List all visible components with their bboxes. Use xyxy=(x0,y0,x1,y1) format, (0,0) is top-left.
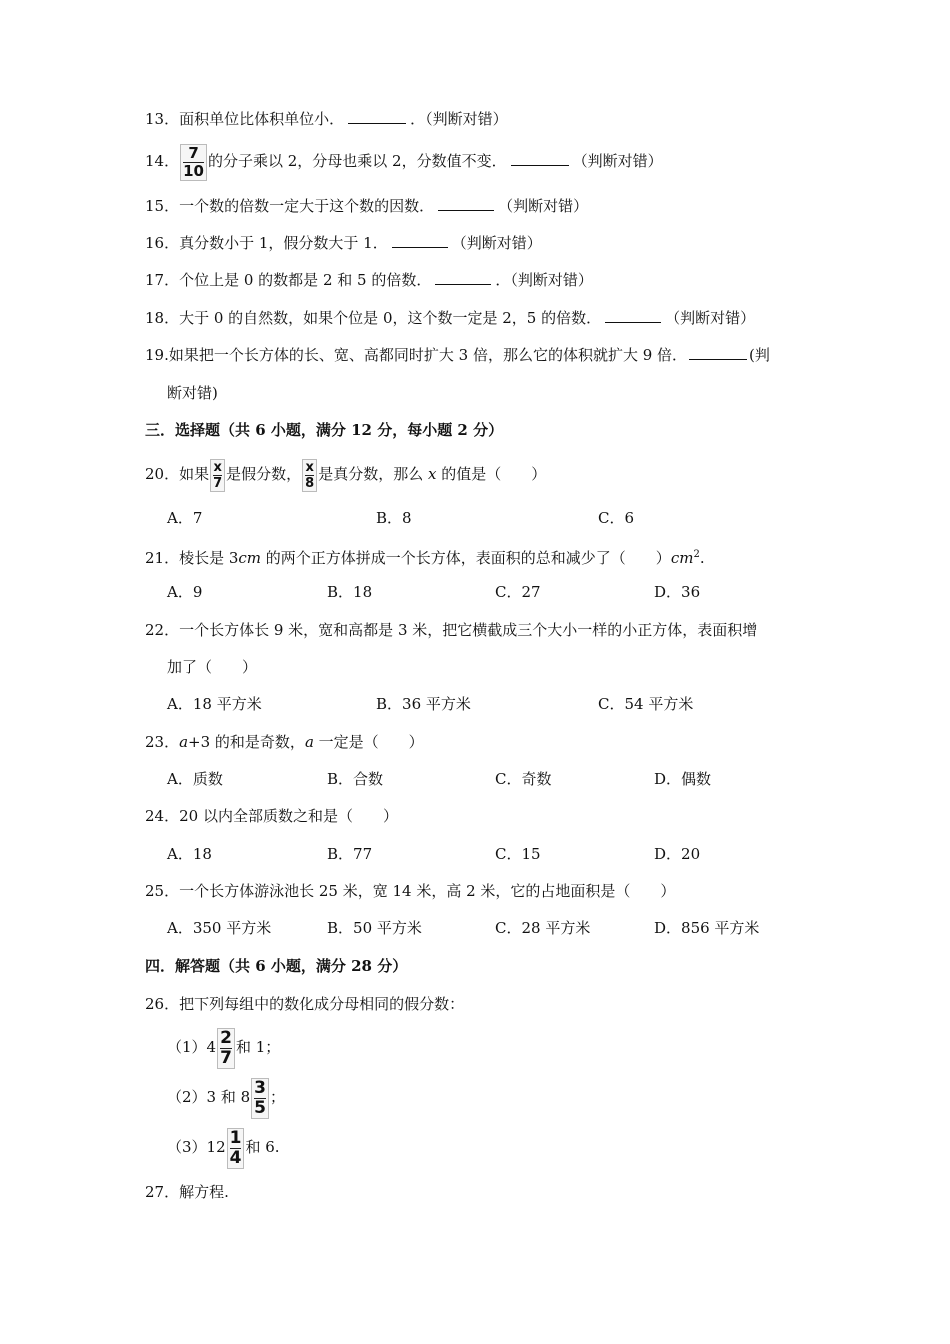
question-23: 23．a+3 的和是奇数，a 一定是（ ） xyxy=(145,733,424,751)
option-c[interactable]: C．奇数 xyxy=(495,770,552,788)
option-c[interactable]: C．27 xyxy=(495,583,541,601)
question-18: 18．大于 0 的自然数，如果个位是 0，这个数一定是 2，5 的倍数． （判断对错） xyxy=(145,309,756,327)
option-c[interactable]: C．6 xyxy=(598,509,635,527)
fraction-image: $\frac{x}{8}$ xyxy=(302,459,317,492)
option-c[interactable]: C．28 平方米 xyxy=(495,919,591,937)
question-26-part-2: （2）3 和 8 $\frac{3}{5}$ ； xyxy=(167,1077,286,1118)
option-d[interactable]: D．36 xyxy=(654,583,701,601)
answer-blank[interactable] xyxy=(511,151,569,166)
option-b[interactable]: B．77 xyxy=(327,845,373,863)
option-a[interactable]: A．18 平方米 xyxy=(167,695,262,713)
answer-blank[interactable] xyxy=(689,345,747,360)
question-22-continued: 加了（ ） xyxy=(167,658,258,676)
answer-blank[interactable] xyxy=(348,109,406,124)
fraction-image: $\frac{7}{10}$ xyxy=(180,144,207,181)
question-16: 16．真分数小于 1，假分数大于 1． （判断对错） xyxy=(145,234,542,252)
fraction-image: $\frac{1}{4}$ xyxy=(227,1128,245,1169)
option-a[interactable]: A．9 xyxy=(167,583,203,601)
fraction-image: $\frac{x}{7}$ xyxy=(210,459,225,492)
question-27: 27．解方程. xyxy=(145,1183,229,1201)
question-20: 20．如果 $\frac{x}{7}$ 是假分数， $\frac{x}{8}$ 是真分数，那么 x 的值是（ ） xyxy=(145,459,547,491)
option-d[interactable]: D．20 xyxy=(654,845,701,863)
answer-blank[interactable] xyxy=(605,308,661,323)
question-15: 15．一个数的倍数一定大于这个数的因数． （判断对错） xyxy=(145,197,589,215)
option-c[interactable]: C．15 xyxy=(495,845,541,863)
question-14: 14． $\frac{7}{10}$ 的分子乘以 2，分母也乘以 2，分数值不变． （判断对错） xyxy=(145,143,663,180)
section-heading-choice: 三．选择题（共 6 小题，满分 12 分，每小题 2 分） xyxy=(145,421,504,439)
option-a[interactable]: A．350 平方米 xyxy=(167,919,272,937)
question-26: 26．把下列每组中的数化成分母相同的假分数： xyxy=(145,995,465,1013)
answer-blank[interactable] xyxy=(435,270,491,285)
question-21: 21．棱长是 3cm 的两个正方体拼成一个长方体，表面积的总和减少了（ ）$cm^2$. xyxy=(145,549,705,567)
option-b[interactable]: B．36 平方米 xyxy=(376,695,471,713)
option-b[interactable]: B．合数 xyxy=(327,770,384,788)
option-c[interactable]: C．54 平方米 xyxy=(598,695,694,713)
answer-blank[interactable] xyxy=(438,196,494,211)
section-heading-answer: 四．解答题（共 6 小题，满分 28 分） xyxy=(145,957,408,975)
question-19: 19.如果把一个长方体的长、宽、高都同时扩大 3 倍，那么它的体积就扩大 9 倍． (判 xyxy=(145,346,770,364)
question-22: 22．一个长方体长 9 米，宽和高都是 3 米，把它横截成三个大小一样的小正方体，表面积增 xyxy=(145,621,758,639)
question-17: 17．个位上是 0 的数都是 2 和 5 的倍数． ．（判断对错） xyxy=(145,271,593,289)
option-a[interactable]: A．18 xyxy=(167,845,212,863)
question-26-part-1: （1）4 $\frac{2}{7}$ 和 1； xyxy=(167,1027,281,1068)
option-b[interactable]: B．8 xyxy=(376,509,412,527)
question-25: 25．一个长方体游泳池长 25 米，宽 14 米，高 2 米，它的占地面积是（ ） xyxy=(145,882,676,900)
question-24: 24．20 以内全部质数之和是（ ） xyxy=(145,807,398,825)
question-13: 13．面积单位比体积单位小． ．（判断对错） xyxy=(145,110,508,128)
question-19-continued: 断对错) xyxy=(167,384,218,402)
question-26-part-3: （3）12 $\frac{1}{4}$ 和 6. xyxy=(167,1127,280,1168)
option-a[interactable]: A．质数 xyxy=(167,770,223,788)
fraction-image: $\frac{2}{7}$ xyxy=(217,1028,235,1069)
fraction-image: $\frac{3}{5}$ xyxy=(251,1078,269,1119)
option-a[interactable]: A．7 xyxy=(167,509,203,527)
option-b[interactable]: B．50 平方米 xyxy=(327,919,422,937)
option-d[interactable]: D．856 平方米 xyxy=(654,919,760,937)
option-d[interactable]: D．偶数 xyxy=(654,770,712,788)
answer-blank[interactable] xyxy=(392,233,448,248)
option-b[interactable]: B．18 xyxy=(327,583,373,601)
